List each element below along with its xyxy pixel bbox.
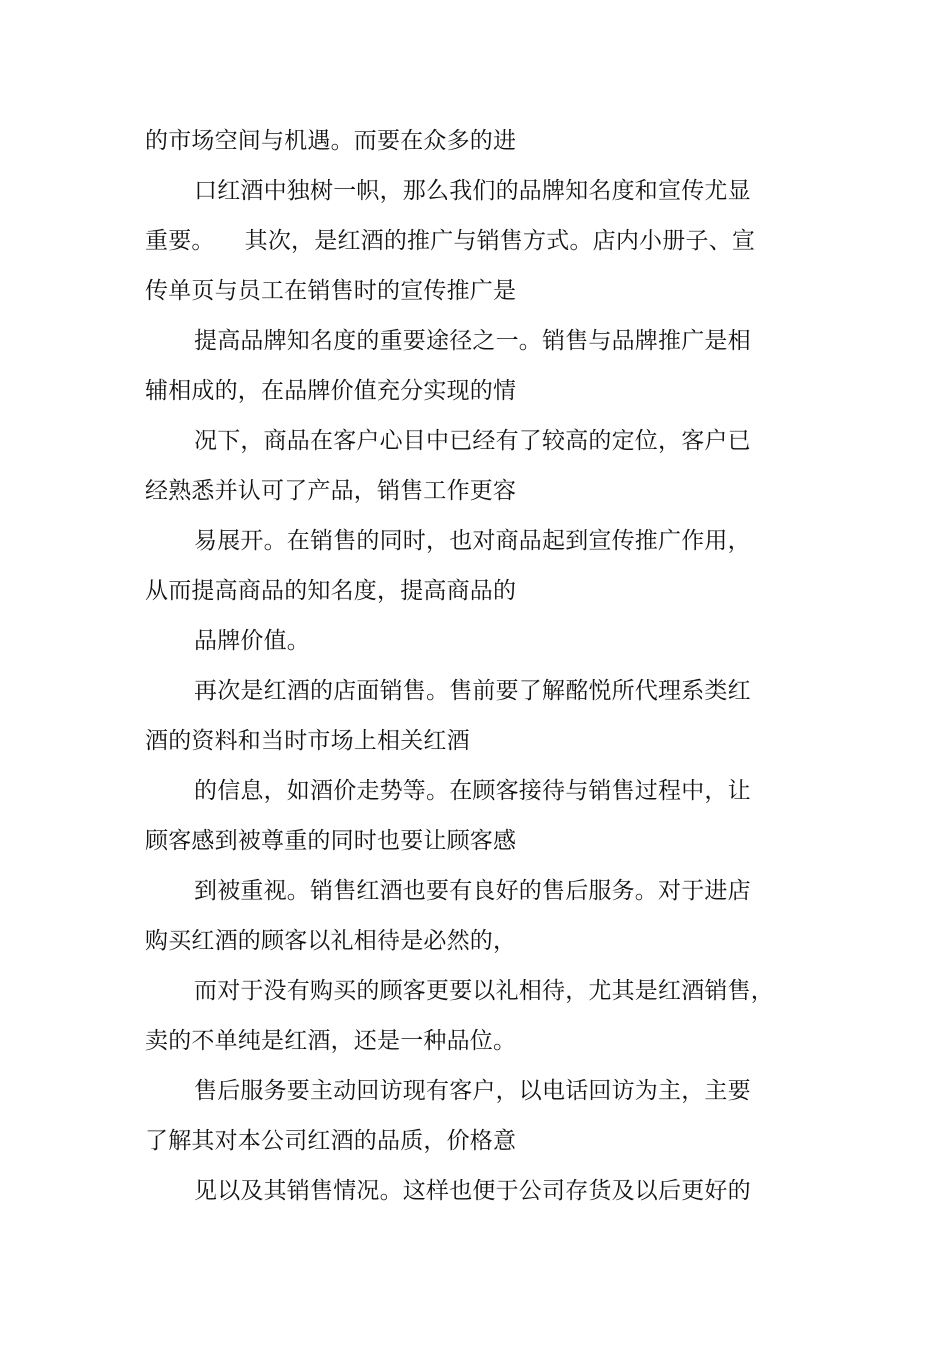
text-line: 售后服务要主动回访现有客户，以电话回访为主，主要 (194, 1078, 751, 1104)
text-line: 见以及其销售情况。这样也便于公司存货及以后更好的 (194, 1178, 751, 1204)
text-line: 经熟悉并认可了产品，销售工作更容 (145, 478, 517, 504)
text-line: 重要。 其次，是红酒的推广与销售方式。店内小册子、宣 (145, 228, 756, 254)
text-line: 的市场空间与机遇。而要在众多的进 (145, 128, 517, 154)
text-line: 的信息，如酒价走势等。在顾客接待与销售过程中，让 (194, 778, 751, 804)
text-line: 辅相成的，在品牌价值充分实现的情 (145, 378, 517, 404)
text-line: 提高品牌知名度的重要途径之一。销售与品牌推广是相 (194, 328, 751, 354)
text-line: 口红酒中独树一帜，那么我们的品牌知名度和宣传尤显 (194, 178, 751, 204)
text-line: 酒的资料和当时市场上相关红酒 (145, 728, 470, 754)
text-line: 顾客感到被尊重的同时也要让顾客感 (145, 828, 517, 854)
text-line: 卖的不单纯是红酒，还是一种品位。 (145, 1028, 517, 1054)
text-line: 而对于没有购买的顾客更要以礼相待，尤其是红酒销售， (194, 978, 774, 1004)
text-line: 从而提高商品的知名度，提高商品的 (145, 578, 517, 604)
text-line: 传单页与员工在销售时的宣传推广是 (145, 278, 517, 304)
text-line: 到被重视。销售红酒也要有良好的售后服务。对于进店 (194, 878, 751, 904)
text-line: 品牌价值。 (194, 628, 310, 654)
text-line: 况下，商品在客户心目中已经有了较高的定位，客户已 (194, 428, 751, 454)
text-line: 再次是红酒的店面销售。售前要了解酩悦所代理系类红 (194, 678, 751, 704)
text-line: 易展开。在销售的同时，也对商品起到宣传推广作用， (194, 528, 751, 554)
text-line: 了解其对本公司红酒的品质，价格意 (145, 1128, 517, 1154)
text-line: 购买红酒的顾客以礼相待是必然的， (145, 928, 517, 954)
